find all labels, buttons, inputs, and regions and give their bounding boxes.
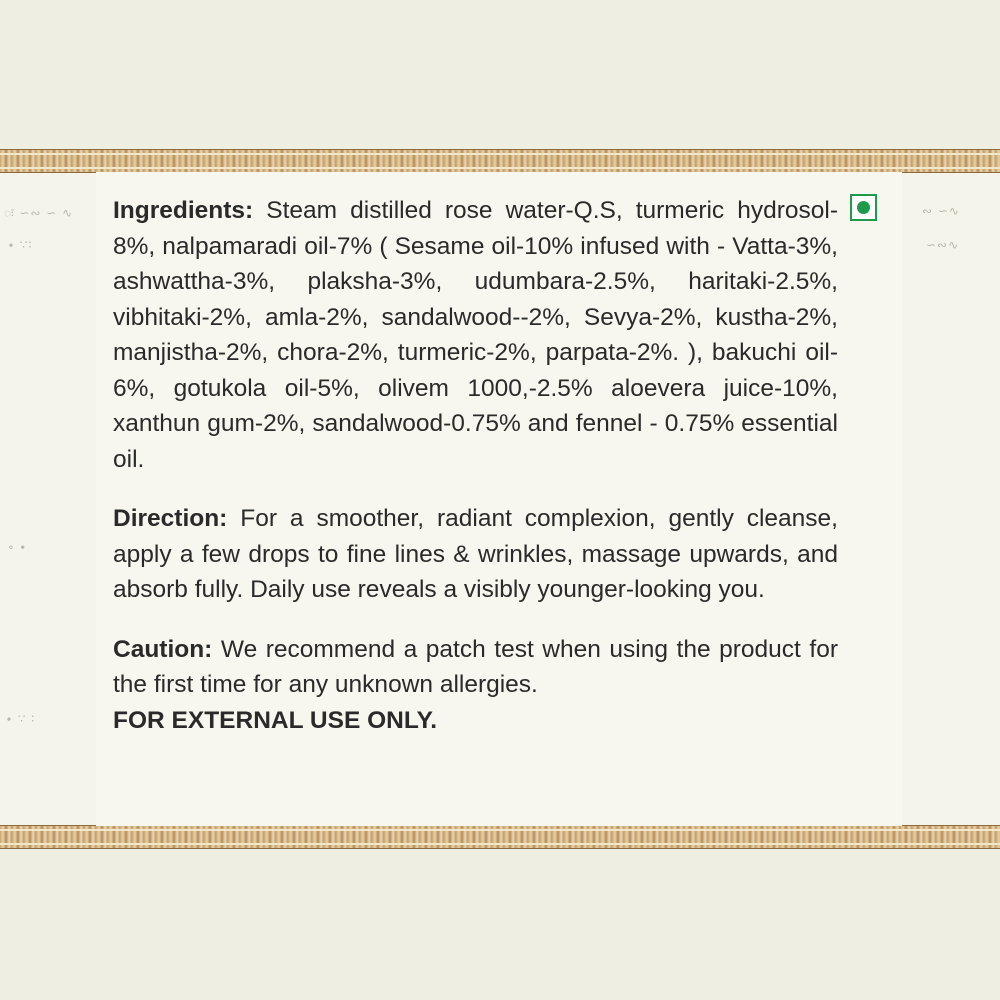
left-margin-fragment: ∘ ∙: [8, 540, 27, 554]
ingredients-text: Steam distilled rose water-Q.S, turmeric hydrosol-8%, nalpamaradi oil-7% ( Sesame oil-10% infused with - Vatta-3%, ashwattha-3%, plaksha-3%, udumbara-2.5%, haritaki-2.5%, vibhitaki-2%, amla-2%, sandalwood--2%, Sevya-2%, kustha-2%, manjistha-2%, chora-2%, turmeric-2%, parpata-2%. ), bakuchi oil-6%, gotukola oil-5%, olivem 1000,-2.5% aloevera juice-10%, xanthun gum-2%, sandalwood-0.75% and fennel - 0.75% essential oil.: [113, 197, 838, 473]
left-margin-fragment: ः ∽∾ ∽ ∿: [4, 206, 74, 220]
left-margin-fragment: ∙ ∵∶: [8, 238, 33, 252]
direction-text: For a smoother, radiant complexion, gently cleanse, apply a few drops to fine lines & wrinkles, massage upwards, and absorb fully. Daily use reveals a visibly younger-looking you.: [113, 505, 838, 603]
top-ornamental-border: [0, 150, 1000, 172]
caution-text: We recommend a patch test when using the product for the first time for any unknown allergies.: [113, 635, 838, 698]
caution-label: Caution:: [113, 635, 213, 663]
left-margin-fragment: ∙ ∵ ∶: [6, 712, 36, 726]
right-margin-fragment: ∾ ∽∿: [922, 204, 960, 218]
direction-section: [113, 501, 838, 608]
ingredients-label: Ingredients:: [113, 197, 254, 224]
ingredients-section: [113, 193, 838, 477]
bottom-ornamental-border: [0, 826, 1000, 848]
external-use-warning: FOR EXTERNAL USE ONLY.: [113, 706, 438, 734]
direction-label: Direction:: [113, 505, 228, 532]
label-text: [113, 193, 838, 762]
right-margin-fragment: ∽∾∿: [926, 238, 960, 252]
caution-section: [113, 632, 838, 739]
vegetarian-mark-icon: [850, 194, 877, 221]
